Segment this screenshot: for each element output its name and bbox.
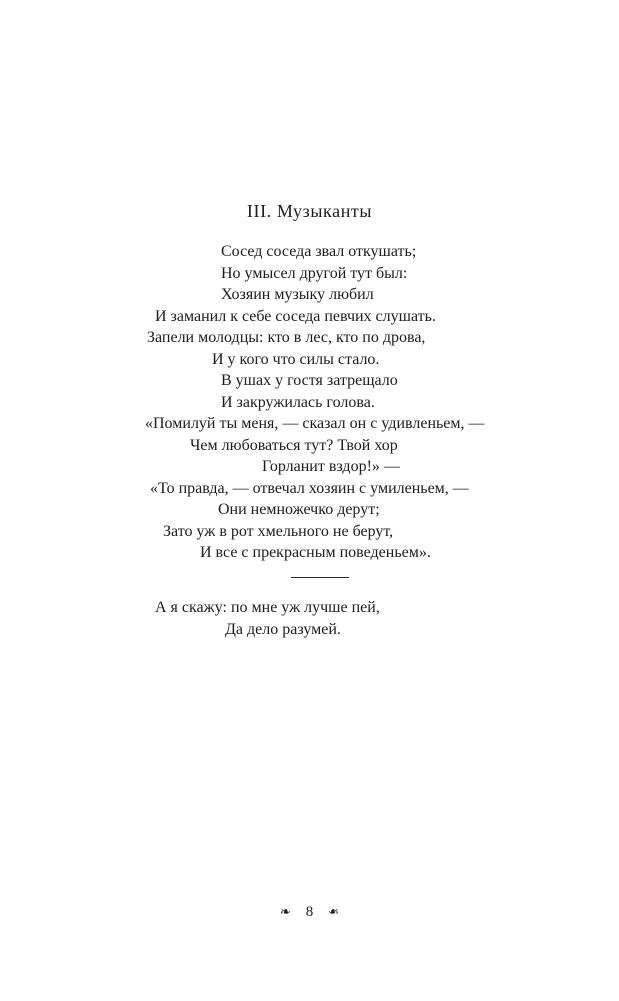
poem-epilogue bbox=[145, 597, 380, 640]
poem-line: Да дело разумей. bbox=[225, 620, 341, 638]
poem-line: Зато уж в рот хмельного не берут, bbox=[163, 522, 394, 540]
poem-line: Но умысел другой тут был: bbox=[221, 264, 408, 282]
poem-line: Горланит вздор!» — bbox=[262, 458, 400, 475]
poem-line: И у кого что силы стало. bbox=[212, 350, 380, 368]
poem-line: Хозяин музыку любил bbox=[221, 286, 374, 303]
section-divider bbox=[291, 577, 349, 578]
page-footer bbox=[0, 904, 619, 921]
fleuron-right-icon: ❧ bbox=[328, 905, 340, 920]
poem-line: В ушах у гостя затрещало bbox=[221, 372, 398, 389]
poem-line: Запели молодцы: кто в лес, кто по дрова, bbox=[147, 329, 426, 346]
poem-line: А я скажу: по мне уж лучше пей, bbox=[155, 599, 380, 616]
fleuron-left-icon: ❧ bbox=[279, 905, 291, 920]
poem-line: Они немножечко дерут; bbox=[218, 501, 380, 518]
poem-line: И закружилась голова. bbox=[221, 393, 375, 411]
poem-body bbox=[145, 241, 485, 564]
poem-line: «Помилуй ты меня, — сказал он с удивленьем, — bbox=[145, 415, 485, 432]
poem-line: Чем любоваться тут? Твой хор bbox=[190, 436, 398, 454]
page-number: 8 bbox=[305, 904, 314, 920]
poem-line: И все с прекрасным поведеньем». bbox=[200, 544, 431, 561]
poem-line: Сосед соседа звал откушать; bbox=[221, 243, 417, 260]
poem-title: III. Музыканты bbox=[246, 201, 373, 221]
poem-line: И заманил к себе соседа певчих слушать. bbox=[155, 307, 436, 325]
poem-line: «То правда, — отвечал хозяин с умиленьем, — bbox=[150, 479, 469, 497]
